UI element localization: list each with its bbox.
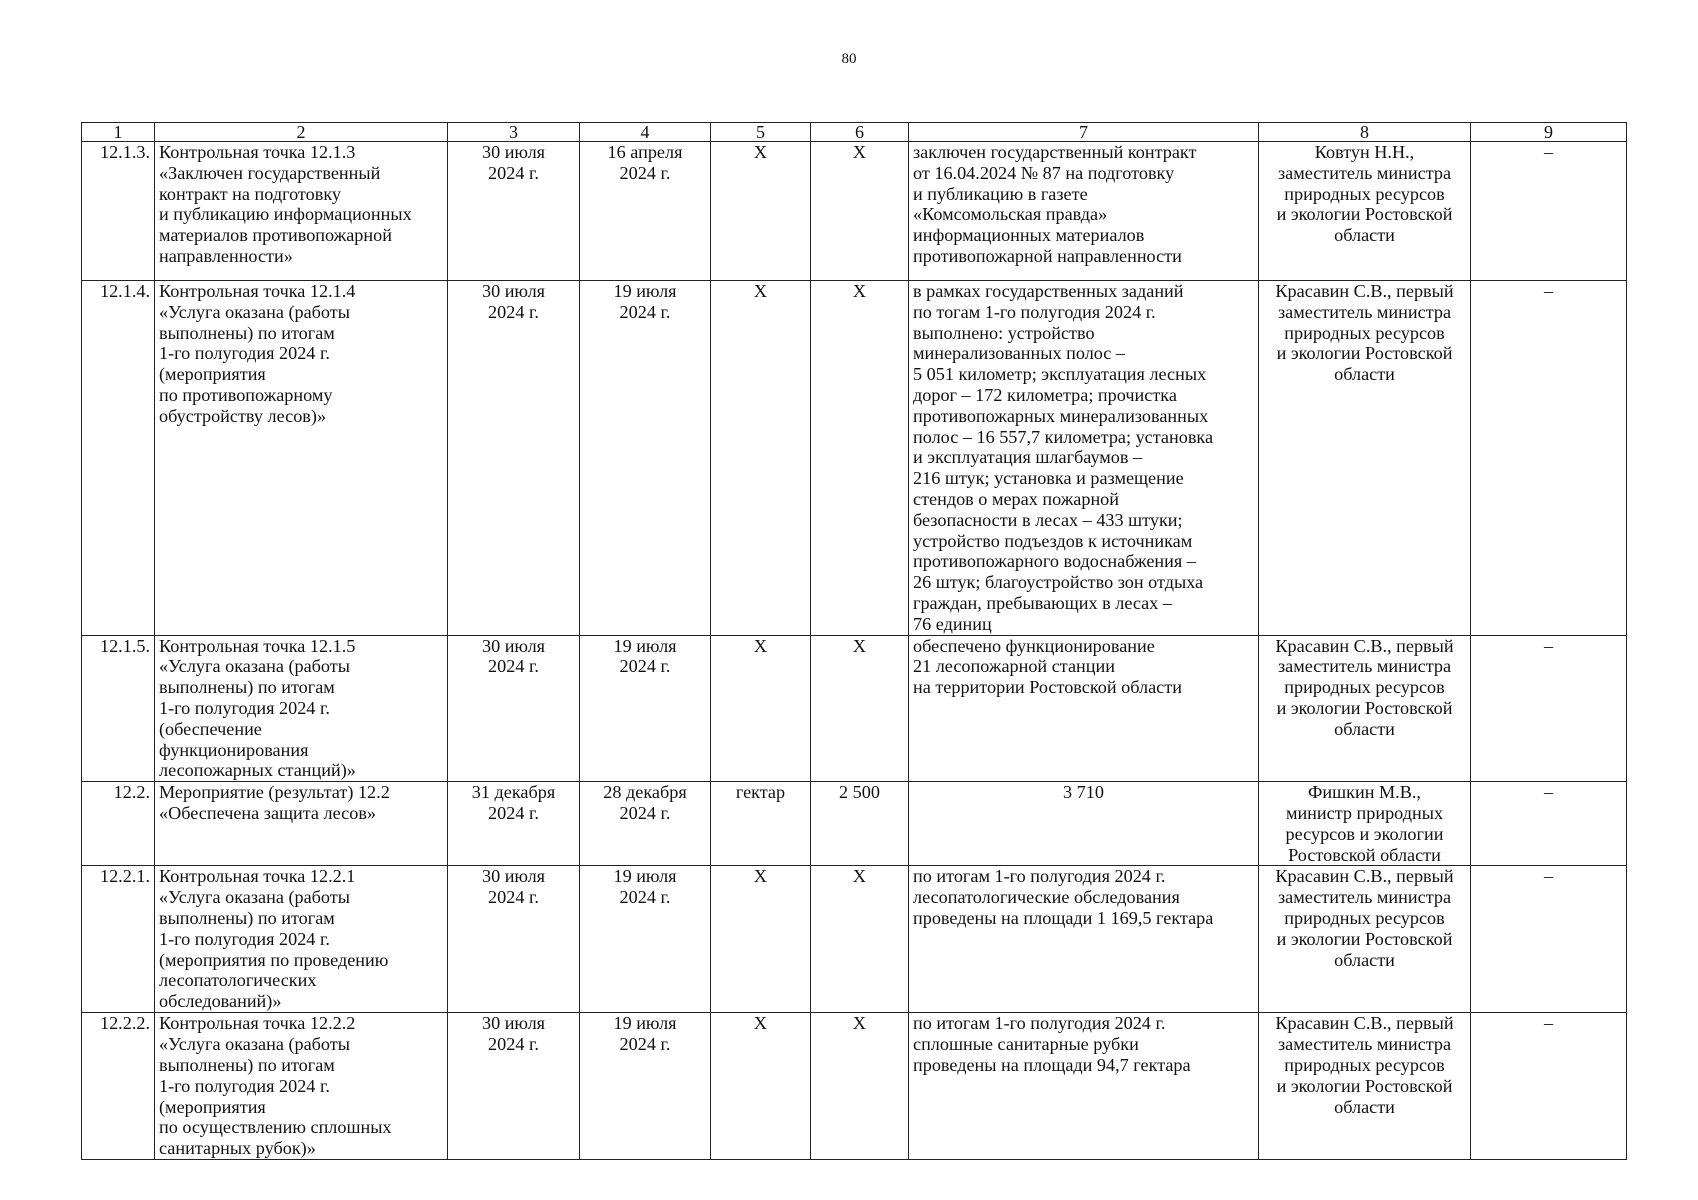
text-line: (мероприятия по проведению bbox=[159, 949, 389, 970]
column-number: 2 bbox=[155, 123, 448, 142]
event-name-cell bbox=[155, 281, 448, 636]
text-line: и публикацию в газете bbox=[913, 183, 1088, 204]
text-line: обустройству лесов)» bbox=[159, 405, 327, 426]
text-line: 19 июля bbox=[613, 866, 677, 887]
text-line: 30 июля bbox=[481, 1013, 546, 1034]
text-line: материалов противопожарной bbox=[159, 225, 392, 246]
text-line: 216 штук; установка и размещение bbox=[913, 468, 1184, 489]
text-line: (мероприятия bbox=[159, 1096, 266, 1117]
text-line: 2024 г. bbox=[488, 301, 539, 322]
text-line: Контрольная точка 12.1.5 bbox=[159, 635, 356, 656]
unit-cell: X bbox=[711, 635, 811, 782]
row-number-cell: 12.1.3. bbox=[82, 142, 155, 281]
text-line: и экологии Ростовской bbox=[1276, 343, 1453, 364]
text-line: контракт на подготовку bbox=[159, 183, 341, 204]
text-line: 3 710 bbox=[1063, 782, 1104, 803]
text-line: области bbox=[1334, 949, 1395, 970]
plan-value-cell: X bbox=[811, 635, 909, 782]
text-line: Ковтун Н.Н., bbox=[1314, 142, 1415, 162]
text-line: выполнены) по итогам bbox=[159, 322, 335, 343]
text-line: 76 единиц bbox=[913, 613, 992, 634]
text-line: «Обеспечена защита лесов» bbox=[159, 802, 376, 823]
table-row bbox=[82, 635, 1627, 782]
unit-cell: гектар bbox=[711, 782, 811, 866]
text-line: дорог – 172 километра; прочистка bbox=[913, 384, 1177, 405]
text-line: 2024 г. bbox=[488, 802, 539, 823]
row-number-cell: 12.1.4. bbox=[82, 281, 155, 636]
text-line: Красавин С.В., первый bbox=[1275, 281, 1454, 301]
text-line: 28 декабря bbox=[603, 782, 687, 803]
text-line: лесопожарных станций)» bbox=[159, 760, 356, 781]
fact-date-cell bbox=[580, 782, 711, 866]
text-line: природных ресурсов bbox=[1284, 907, 1445, 928]
text-line: (обеспечение bbox=[159, 718, 262, 739]
row-number-cell: 12.2.2. bbox=[82, 1013, 155, 1160]
text-line: от 16.04.2024 № 87 на подготовку bbox=[913, 162, 1175, 183]
text-line: «Услуга оказана (работы bbox=[159, 1034, 350, 1055]
note-cell: – bbox=[1471, 866, 1627, 1013]
text-line: 2024 г. bbox=[619, 802, 671, 823]
text-line: безопасности в лесах – 433 штуки; bbox=[913, 509, 1183, 530]
text-line: на территории Ростовской области bbox=[913, 677, 1182, 698]
text-line: заместитель министра bbox=[1277, 162, 1452, 183]
text-line: природных ресурсов bbox=[1284, 183, 1445, 204]
plan-value-cell: 2 500 bbox=[811, 782, 909, 866]
text-line: заместитель министра bbox=[1277, 887, 1452, 908]
text-line: Мероприятие (результат) 12.2 bbox=[159, 782, 390, 803]
text-line: 1-го полугодия 2024 г. bbox=[159, 1075, 330, 1096]
text-line: по итогам 1-го полугодия 2024 г. bbox=[913, 866, 1166, 887]
event-name-cell bbox=[155, 635, 448, 782]
row-number-cell: 12.2. bbox=[82, 782, 155, 866]
result-cell bbox=[909, 142, 1259, 281]
result-cell bbox=[909, 782, 1259, 866]
fact-date-cell bbox=[580, 281, 711, 636]
plan-date-cell bbox=[448, 866, 580, 1013]
table-row bbox=[82, 1013, 1627, 1160]
unit-cell: X bbox=[711, 281, 811, 636]
text-line: 19 июля bbox=[613, 1013, 677, 1034]
text-line: области bbox=[1334, 225, 1395, 246]
unit-cell: X bbox=[711, 142, 811, 281]
text-line: «Услуга оказана (работы bbox=[159, 887, 350, 908]
unit-cell: X bbox=[711, 866, 811, 1013]
text-line: «Услуга оказана (работы bbox=[159, 301, 350, 322]
text-line: «Комсомольская правда» bbox=[913, 204, 1108, 225]
text-line: 1-го полугодия 2024 г. bbox=[159, 928, 330, 949]
table-row bbox=[82, 866, 1627, 1013]
text-line: в рамках государственных заданий bbox=[913, 281, 1184, 301]
text-line: противопожарных минерализованных bbox=[913, 405, 1209, 426]
unit-cell: X bbox=[711, 1013, 811, 1160]
column-number: 6 bbox=[811, 123, 909, 142]
result-cell bbox=[909, 1013, 1259, 1160]
text-line: министр природных bbox=[1285, 802, 1444, 823]
note-cell: – bbox=[1471, 635, 1627, 782]
column-number: 7 bbox=[909, 123, 1259, 142]
text-line: и экологии Ростовской bbox=[1276, 204, 1453, 225]
text-line: 2024 г. bbox=[619, 301, 671, 322]
plan-date-cell bbox=[448, 782, 580, 866]
text-line: области bbox=[1334, 1096, 1395, 1117]
text-line: 26 штук; благоустройство зон отдыха bbox=[913, 572, 1204, 593]
text-line: 2024 г. bbox=[488, 1034, 539, 1055]
text-line: выполнены) по итогам bbox=[159, 1054, 335, 1075]
fact-date-cell bbox=[580, 866, 711, 1013]
text-line: природных ресурсов bbox=[1284, 677, 1445, 698]
text-line: лесопатологических bbox=[159, 970, 317, 991]
text-line: выполнено: устройство bbox=[913, 322, 1095, 343]
text-line: Фишкин М.В., bbox=[1308, 782, 1421, 803]
text-line: области bbox=[1334, 718, 1395, 739]
responsible-cell bbox=[1259, 142, 1471, 281]
result-cell bbox=[909, 866, 1259, 1013]
text-line: Контрольная точка 12.2.2 bbox=[159, 1013, 356, 1034]
text-line: Ростовской области bbox=[1288, 844, 1441, 865]
responsible-cell bbox=[1259, 1013, 1471, 1160]
fact-date-cell bbox=[580, 1013, 711, 1160]
text-line: Контрольная точка 12.2.1 bbox=[159, 866, 356, 887]
responsible-cell bbox=[1259, 782, 1471, 866]
text-line: 16 апреля bbox=[607, 142, 683, 162]
plan-date-cell bbox=[448, 635, 580, 782]
text-line: 2024 г. bbox=[619, 1034, 671, 1055]
text-line: минерализованных полос – bbox=[913, 343, 1126, 364]
text-line: по тогам 1-го полугодия 2024 г. bbox=[913, 301, 1156, 322]
text-line: Красавин С.В., первый bbox=[1275, 635, 1454, 656]
note-cell: – bbox=[1471, 1013, 1627, 1160]
text-line: 30 июля bbox=[481, 635, 546, 656]
text-line: проведены на площади 94,7 гектара bbox=[913, 1054, 1191, 1075]
text-line: выполнены) по итогам bbox=[159, 907, 335, 928]
plan-value-cell: X bbox=[811, 142, 909, 281]
fact-date-cell bbox=[580, 635, 711, 782]
text-line: проведены на площади 1 169,5 гектара bbox=[913, 907, 1214, 928]
text-line: Контрольная точка 12.1.4 bbox=[159, 281, 356, 301]
result-cell bbox=[909, 281, 1259, 636]
event-name-cell bbox=[155, 1013, 448, 1160]
text-line: информационных материалов bbox=[913, 225, 1145, 246]
event-name-cell bbox=[155, 142, 448, 281]
text-line: полос – 16 557,7 километра; установка bbox=[913, 426, 1214, 447]
row-number-cell: 12.1.5. bbox=[82, 635, 155, 782]
column-number-row bbox=[82, 123, 1627, 142]
text-line: 2024 г. bbox=[488, 887, 539, 908]
text-line: заместитель министра bbox=[1277, 301, 1452, 322]
text-line: Красавин С.В., первый bbox=[1275, 1013, 1454, 1034]
text-line: по итогам 1-го полугодия 2024 г. bbox=[913, 1013, 1166, 1034]
text-line: граждан, пребывающих в лесах – bbox=[913, 592, 1172, 613]
column-number: 5 bbox=[711, 123, 811, 142]
responsible-cell bbox=[1259, 281, 1471, 636]
plan-date-cell bbox=[448, 281, 580, 636]
note-cell: – bbox=[1471, 142, 1627, 281]
text-line: обследований)» bbox=[159, 991, 282, 1012]
table-row bbox=[82, 142, 1627, 281]
column-number: 9 bbox=[1471, 123, 1627, 142]
text-line: противопожарной направленности bbox=[913, 245, 1182, 266]
text-line: природных ресурсов bbox=[1284, 1054, 1445, 1075]
row-number-cell: 12.2.1. bbox=[82, 866, 155, 1013]
column-number: 4 bbox=[580, 123, 711, 142]
plan-value-cell: X bbox=[811, 866, 909, 1013]
column-number: 3 bbox=[448, 123, 580, 142]
text-line: 1-го полугодия 2024 г. bbox=[159, 343, 330, 364]
text-line: 2024 г. bbox=[488, 656, 539, 677]
fact-date-cell bbox=[580, 142, 711, 281]
text-line: устройство подъездов к источникам bbox=[913, 530, 1193, 551]
text-line: 2024 г. bbox=[619, 656, 671, 677]
plan-value-cell: X bbox=[811, 281, 909, 636]
text-line: Контрольная точка 12.1.3 bbox=[159, 142, 356, 162]
text-line: противопожарного водоснабжения – bbox=[913, 551, 1196, 572]
responsible-cell bbox=[1259, 635, 1471, 782]
text-line: «Услуга оказана (работы bbox=[159, 656, 350, 677]
text-line: по осуществлению сплошных bbox=[159, 1117, 392, 1138]
text-line: функционирования bbox=[159, 739, 309, 760]
text-line: обеспечено функционирование bbox=[913, 635, 1155, 656]
text-line: выполнены) по итогам bbox=[159, 677, 335, 698]
text-line: «Заключен государственный bbox=[159, 162, 381, 183]
column-number: 8 bbox=[1259, 123, 1471, 142]
text-line: природных ресурсов bbox=[1284, 322, 1445, 343]
plan-date-cell bbox=[448, 142, 580, 281]
table-row bbox=[82, 281, 1627, 636]
text-line: Красавин С.В., первый bbox=[1275, 866, 1454, 887]
text-line: направленности» bbox=[159, 245, 293, 266]
text-line: 2024 г. bbox=[488, 162, 539, 183]
text-line: сплошные санитарные рубки bbox=[913, 1034, 1139, 1055]
text-line: 1-го полугодия 2024 г. bbox=[159, 697, 330, 718]
column-number: 1 bbox=[82, 123, 155, 142]
text-line: 19 июля bbox=[613, 281, 677, 301]
text-line: и эксплуатация шлагбаумов – bbox=[913, 447, 1143, 468]
text-line: 2024 г. bbox=[619, 162, 671, 183]
text-line: 5 051 километр; эксплуатация лесных bbox=[913, 364, 1207, 385]
report-table bbox=[81, 122, 1627, 1160]
event-name-cell bbox=[155, 866, 448, 1013]
page-number: 80 bbox=[841, 51, 857, 67]
text-line: и публикацию информационных bbox=[159, 204, 412, 225]
text-line: санитарных рубок)» bbox=[159, 1138, 316, 1159]
responsible-cell bbox=[1259, 866, 1471, 1013]
text-line: лесопатологические обследования bbox=[913, 887, 1180, 908]
text-line: ресурсов и экологии bbox=[1285, 823, 1444, 844]
text-line: стендов о мерах пожарной bbox=[913, 488, 1120, 509]
text-line: 30 июля bbox=[481, 142, 546, 162]
text-line: заместитель министра bbox=[1277, 656, 1452, 677]
text-line: области bbox=[1334, 364, 1395, 385]
text-line: заключен государственный контракт bbox=[913, 142, 1197, 162]
plan-date-cell bbox=[448, 1013, 580, 1160]
result-cell bbox=[909, 635, 1259, 782]
plan-value-cell: X bbox=[811, 1013, 909, 1160]
text-line: 31 декабря bbox=[471, 782, 556, 803]
table-row bbox=[82, 782, 1627, 866]
text-line: и экологии Ростовской bbox=[1276, 1075, 1453, 1096]
event-name-cell bbox=[155, 782, 448, 866]
text-line: 30 июля bbox=[481, 866, 546, 887]
note-cell: – bbox=[1471, 782, 1627, 866]
text-line: 21 лесопожарной станции bbox=[913, 656, 1115, 677]
note-cell: – bbox=[1471, 281, 1627, 636]
text-line: 19 июля bbox=[613, 635, 677, 656]
text-line: и экологии Ростовской bbox=[1276, 697, 1453, 718]
text-line: и экологии Ростовской bbox=[1276, 928, 1453, 949]
text-line: по противопожарному bbox=[159, 384, 333, 405]
text-line: 2024 г. bbox=[619, 887, 671, 908]
text-line: (мероприятия bbox=[159, 364, 266, 385]
text-line: 30 июля bbox=[481, 281, 546, 301]
text-line: заместитель министра bbox=[1277, 1034, 1452, 1055]
